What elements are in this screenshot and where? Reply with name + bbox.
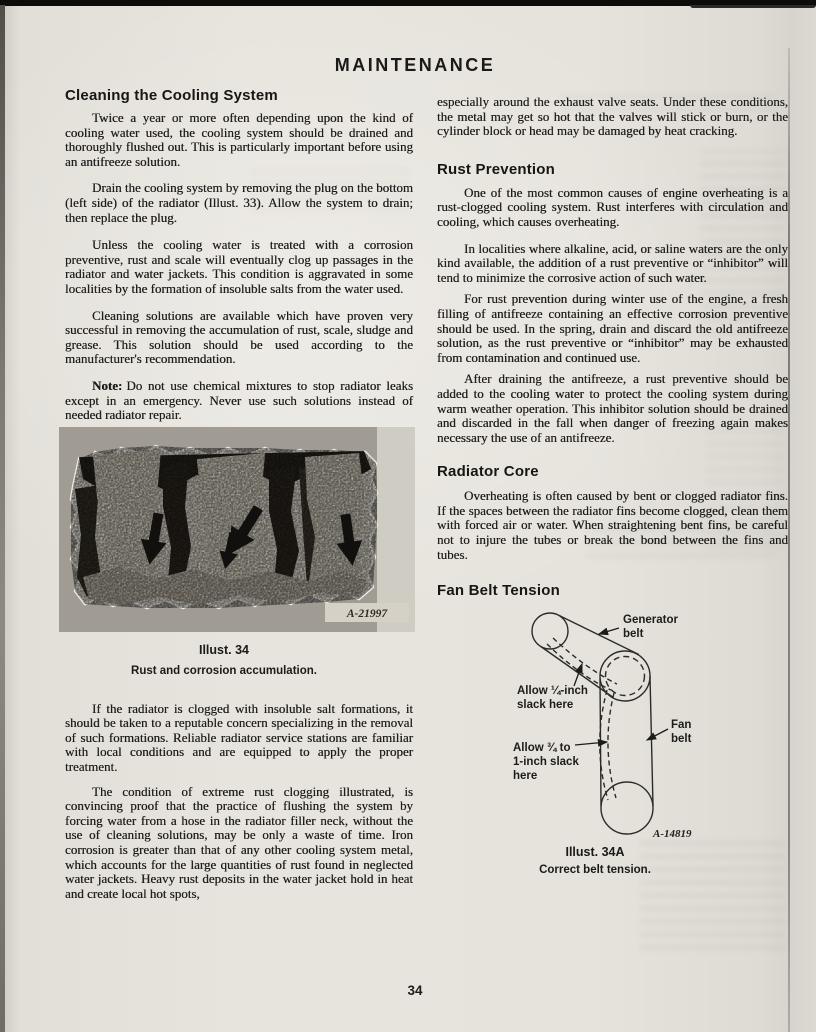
fan-belt-slack-dashed xyxy=(608,693,616,798)
note-paragraph xyxy=(65,379,413,423)
figure-subcaption: Correct belt tension. xyxy=(539,864,651,877)
section-heading-fan-belt-tension: Fan Belt Tension xyxy=(437,582,560,600)
figure-rust-corrosion-photo xyxy=(59,427,415,632)
paragraph: One of the most common causes of engine overheating is a rust-clogged cooling system. Rust interferes with circulation and cooling, which causes overheating. xyxy=(437,184,788,229)
fan-belt-arrow xyxy=(647,729,668,740)
label-fan-belt: belt xyxy=(671,733,692,746)
label-slack-inch: 1-inch slack xyxy=(513,756,579,769)
figure-caption: Illust. 34A xyxy=(565,845,625,860)
photo-light-edge xyxy=(377,427,415,632)
scan-left-border xyxy=(0,5,5,1032)
rust-photo-illustration xyxy=(59,427,415,632)
label-slack-quarter: slack here xyxy=(517,699,574,712)
right-column xyxy=(437,95,788,876)
note-text: Do not use chemical mixtures to stop radiator leaks except in an emergency. Never use such solutions instead of needed radiator repair. xyxy=(65,377,413,423)
figure-subcaption: Rust and corrosion accumulation. xyxy=(131,664,317,677)
label-generator-belt: Generator xyxy=(623,614,678,627)
paragraph: Twice a year or more often depending upon the kind of cooling water used, the cooling system should be drained and thoroughly flushed out. This is particularly important before using an antifreeze solution. xyxy=(65,110,413,169)
figure-fan-belt-diagram xyxy=(495,606,795,846)
paragraph: If the radiator is clogged with insoluble salt formations, it should be taken to a reputable concern specializing in the removal of such formations. Reliable radiator service stations are familiar with local conditions and are equipped to apply the proper treatment. xyxy=(65,700,413,775)
section-heading-cleaning-cooling-system: Cleaning the Cooling System xyxy=(65,87,278,104)
paragraph: Overheating is often caused by bent or clogged radiator fins. If the spaces between the radiator fins become clogged, clean them with forced air or water. When straightening bent fins, be careful not to injure the tubes or break the bond between the fins and tubes. xyxy=(437,488,788,562)
paragraph: Cleaning solutions are available which have proven very successful in removing the accumulation of rust, scale, sludge and grease. This solution should be used according to the manufacturer's recommendation. xyxy=(65,307,413,367)
note-label: Note: xyxy=(92,377,123,393)
fan-belt-line-right xyxy=(650,676,653,806)
scan-top-border-shadow xyxy=(690,5,816,8)
fan-belt-illustration xyxy=(495,606,795,846)
paragraph: Drain the cooling system by removing the plug on the bottom (left side) of the radiator (Illust. 33). Allow the system to drain; then replace the plug. xyxy=(65,180,413,225)
section-heading-radiator-core: Radiator Core xyxy=(437,463,539,481)
label-slack-quarter: Allow ¼-inch xyxy=(517,685,588,698)
crankshaft-pulley xyxy=(600,651,650,701)
paragraph: After draining the antifreeze, a rust preventive should be added to the cooling water to protect the cooling system during warm weather operation. This inhibitor solution should be drained and discarded in the fall when danger of freezing again makes necessary the use of an antifreeze. xyxy=(437,371,788,445)
paragraph-continuation: especially around the exhaust valve seats. Under these conditions, the metal may get so hot that the valves will stick or burn, or the cylinder block or head may be damaged by heat cracking. xyxy=(437,94,788,139)
paragraph: The condition of extreme rust clogging illustrated, is convincing proof that the practice of flushing the system by forcing water from a hose in the radiator filler neck, without the use of cleaning solutions, may be only a waste of time. Iron corrosion is greater than that of any other cooling system metal, which accounts for the large quantities of rust found in neglected water jackets. Heavy rust deposits in the water jacket hold in heat and create local hot spots, xyxy=(65,783,413,901)
page-number: 34 xyxy=(407,983,423,998)
photo-id: A-14819 xyxy=(653,828,692,841)
fan-pulley xyxy=(601,782,653,834)
crankshaft-pulley-dashed-rim xyxy=(606,657,645,696)
page-title: MAINTENANCE xyxy=(334,55,496,75)
paragraph: Unless the cooling water is treated with a corrosion preventive, rust and scale will eventually clog up passages in the radiator and water jackets. This condition is aggravated in some localities by the formation of insoluble salts from the water used. xyxy=(65,237,413,296)
rust-texture xyxy=(71,446,377,608)
generator-belt-arrow xyxy=(599,628,619,634)
generator-pulley xyxy=(532,613,568,649)
photo-id: A-21997 xyxy=(346,607,388,620)
label-generator-belt: belt xyxy=(623,628,644,641)
figure-caption: Illust. 34 xyxy=(198,642,250,657)
slack-inch-arrow xyxy=(575,742,607,745)
section-heading-rust-prevention: Rust Prevention xyxy=(437,160,556,178)
label-fan-belt: Fan xyxy=(671,719,692,732)
page-edge-crease xyxy=(788,48,790,1032)
label-slack-inch: here xyxy=(513,770,538,783)
label-slack-inch: Allow ¾ to xyxy=(513,742,571,755)
left-column xyxy=(65,88,413,901)
paragraph: In localities where alkaline, acid, or saline waters are the only kind available, the addition of a rust preventive or “inhibitor” will tend to minimize the corrosive action of such water. xyxy=(437,240,788,285)
paragraph: For rust prevention during winter use of the engine, a fresh filling of antifreeze containing an effective corrosion preventive should be used. In the spring, drain and discard the old antifreeze solution, as the rust preventive or “inhibitor” may be exhausted from contamination and continued use. xyxy=(437,291,788,365)
